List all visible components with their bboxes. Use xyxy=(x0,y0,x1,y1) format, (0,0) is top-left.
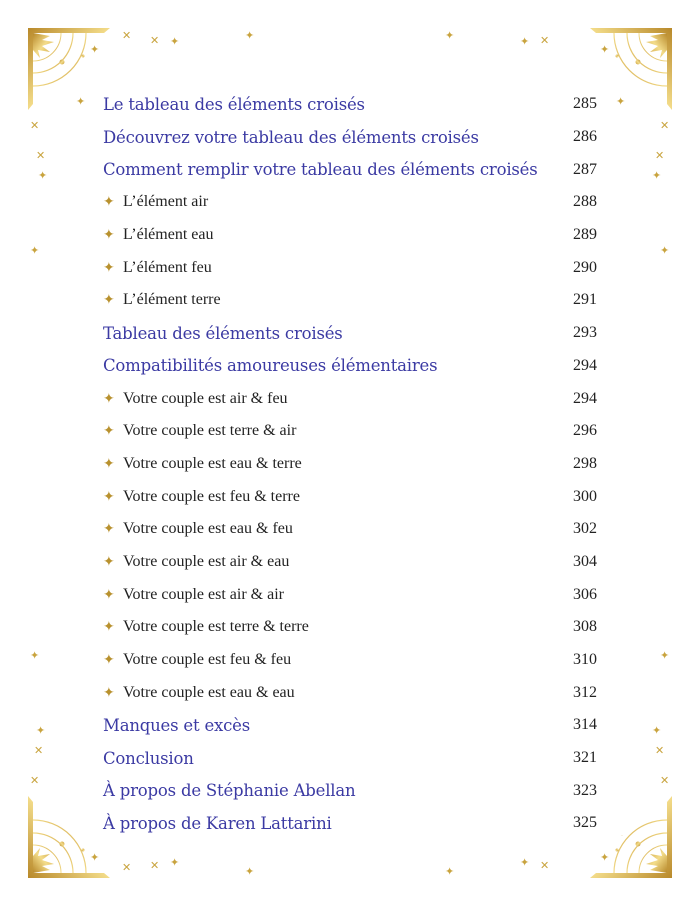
toc-entry-title: L’élément eau xyxy=(123,226,214,244)
toc-entry-heading[interactable] xyxy=(103,709,597,742)
toc-page-number: 298 xyxy=(573,454,597,472)
toc-entry-title: Votre couple est air & feu xyxy=(123,389,288,407)
toc-entry-title: À propos de Karen Lattarini xyxy=(103,813,332,833)
corner-ornament-bottom-right xyxy=(590,796,672,878)
star-bullet-icon: ✦ xyxy=(103,292,115,309)
toc-entry-heading[interactable] xyxy=(103,153,597,186)
toc-entry-subitem[interactable] xyxy=(103,415,597,448)
toc-entry-title: Votre couple est terre & air xyxy=(123,422,297,440)
star-bullet-icon: ✦ xyxy=(103,455,115,472)
toc-entry-heading[interactable] xyxy=(103,742,597,775)
star-bullet-icon: ✦ xyxy=(103,227,115,244)
toc-entry-heading[interactable] xyxy=(103,317,597,350)
toc-entry-subitem[interactable] xyxy=(103,284,597,317)
toc-entry-title: L’élément feu xyxy=(123,258,212,276)
star-bullet-icon: ✦ xyxy=(103,194,115,211)
toc-entry-heading[interactable] xyxy=(103,774,597,807)
toc-page-number: 304 xyxy=(573,552,597,570)
toc-page-number: 300 xyxy=(573,487,597,505)
star-bullet-icon: ✦ xyxy=(103,390,115,407)
toc-entry-subitem[interactable] xyxy=(103,251,597,284)
toc-page-number: 289 xyxy=(573,226,597,244)
toc-entry-title: Votre couple est feu & feu xyxy=(123,651,292,669)
toc-page-number: 287 xyxy=(573,160,597,178)
toc-page-number: 294 xyxy=(573,356,597,374)
star-bullet-icon: ✦ xyxy=(103,488,115,505)
toc-page-number: 288 xyxy=(573,193,597,211)
toc-page-number: 312 xyxy=(573,683,597,701)
toc-page-number: 286 xyxy=(573,128,597,146)
toc-entry-subitem[interactable] xyxy=(103,546,597,579)
star-bullet-icon: ✦ xyxy=(103,521,115,538)
toc-page-number: 294 xyxy=(573,389,597,407)
toc-page-number: 306 xyxy=(573,585,597,603)
toc-page-number: 290 xyxy=(573,258,597,276)
toc-entry-title: Découvrez votre tableau des éléments croisés xyxy=(103,127,479,147)
toc-entry-subitem[interactable] xyxy=(103,219,597,252)
toc-entry-subitem[interactable] xyxy=(103,513,597,546)
toc-entry-title: Tableau des éléments croisés xyxy=(103,323,343,343)
corner-ornament-top-right xyxy=(590,28,672,110)
toc-page-number: 308 xyxy=(573,618,597,636)
toc-entry-heading[interactable] xyxy=(103,121,597,154)
toc-entry-heading[interactable] xyxy=(103,350,597,383)
toc-entry-title: Votre couple est air & air xyxy=(123,585,284,603)
toc-entry-subitem[interactable] xyxy=(103,611,597,644)
toc-page-number: 293 xyxy=(573,324,597,342)
toc-page-number: 314 xyxy=(573,716,597,734)
star-bullet-icon: ✦ xyxy=(103,553,115,570)
star-bullet-icon: ✦ xyxy=(103,652,115,669)
toc-page-number: 291 xyxy=(573,291,597,309)
toc-entry-title: Votre couple est air & eau xyxy=(123,552,290,570)
toc-page-number: 325 xyxy=(573,814,597,832)
toc-entry-title: Manques et excès xyxy=(103,715,251,735)
toc-entry-title: Votre couple est feu & terre xyxy=(123,487,300,505)
toc-entry-title: Comment remplir votre tableau des éléments croisés xyxy=(103,160,538,180)
toc-entry-title: Conclusion xyxy=(103,748,194,768)
toc-entry-subitem[interactable] xyxy=(103,644,597,677)
toc-entry-title: Compatibilités amoureuses élémentaires xyxy=(103,356,438,376)
toc-entry-subitem[interactable] xyxy=(103,186,597,219)
toc-entry-title: Votre couple est eau & terre xyxy=(123,454,302,472)
toc-entry-title: L’élément terre xyxy=(123,291,221,309)
toc-entry-subitem[interactable] xyxy=(103,382,597,415)
toc-page-number: 296 xyxy=(573,422,597,440)
toc-entry-title: Votre couple est terre & terre xyxy=(123,618,309,636)
corner-ornament-bottom-left xyxy=(28,796,110,878)
toc-page-number: 310 xyxy=(573,651,597,669)
star-bullet-icon: ✦ xyxy=(103,423,115,440)
toc-page-number: 285 xyxy=(573,95,597,113)
table-of-contents xyxy=(103,88,597,840)
toc-entry-subitem[interactable] xyxy=(103,480,597,513)
toc-page-number: 321 xyxy=(573,749,597,767)
toc-entry-heading[interactable] xyxy=(103,88,597,121)
toc-entry-subitem[interactable] xyxy=(103,676,597,709)
toc-entry-title: Votre couple est eau & eau xyxy=(123,683,295,701)
toc-page-number: 302 xyxy=(573,520,597,538)
toc-entry-title: Le tableau des éléments croisés xyxy=(103,94,365,114)
star-bullet-icon: ✦ xyxy=(103,259,115,276)
toc-page-number: 323 xyxy=(573,781,597,799)
corner-ornament-top-left xyxy=(28,28,110,110)
star-bullet-icon: ✦ xyxy=(103,684,115,701)
toc-entry-subitem[interactable] xyxy=(103,578,597,611)
toc-entry-subitem[interactable] xyxy=(103,448,597,481)
toc-entry-heading[interactable] xyxy=(103,807,597,840)
toc-entry-title: L’élément air xyxy=(123,193,209,211)
star-bullet-icon: ✦ xyxy=(103,619,115,636)
toc-entry-title: Votre couple est eau & feu xyxy=(123,520,293,538)
star-bullet-icon: ✦ xyxy=(103,586,115,603)
toc-entry-title: À propos de Stéphanie Abellan xyxy=(103,781,356,801)
